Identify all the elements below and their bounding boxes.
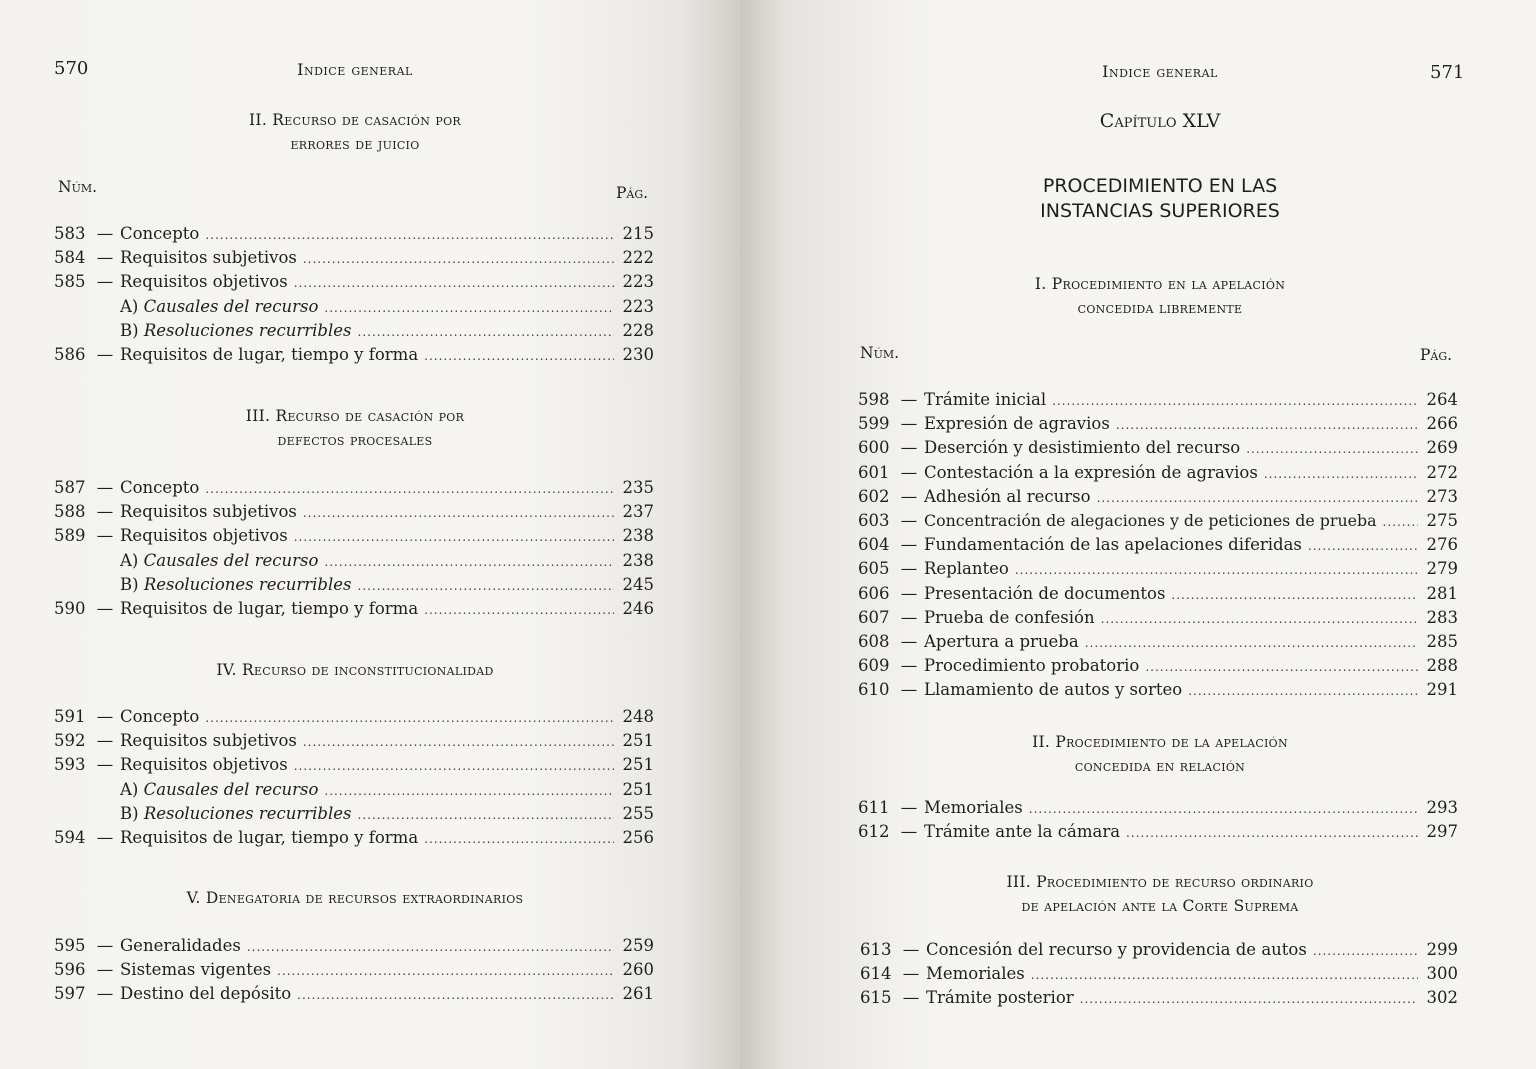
leader-dots — [294, 530, 614, 544]
leader-dots — [1080, 992, 1418, 1006]
chapter-title-line2: INSTANCIAS SUPERIORES — [1040, 200, 1280, 222]
leader-dots — [1145, 660, 1418, 674]
entry-title: Concentración de alegaciones y de peticiones de prueba — [924, 510, 1377, 530]
entry-title: Prueba de confesión — [924, 607, 1095, 627]
entry-number: 583 — [54, 224, 86, 243]
entry-page: 246 — [622, 598, 654, 618]
entry-page: 276 — [1426, 535, 1458, 555]
leader-dots — [424, 832, 614, 846]
toc-entry — [858, 632, 1458, 656]
subentry-title — [54, 804, 352, 823]
subentry-text: Resoluciones recurribles — [143, 574, 352, 594]
entry-dash: — — [900, 559, 918, 579]
entry-dash: — — [900, 390, 918, 409]
leader-dots — [1052, 394, 1418, 408]
entry-title: Concepto — [120, 478, 200, 497]
column-header-num: Núm. — [860, 344, 900, 362]
entry-dash: — — [96, 936, 114, 955]
leader-dots — [247, 940, 614, 954]
leader-dots — [303, 252, 614, 266]
toc-subentry — [54, 297, 654, 321]
toc-entry — [54, 599, 654, 623]
column-header-num: Núm. — [58, 178, 98, 196]
toc-subentry — [54, 804, 654, 828]
entry-page: 251 — [622, 755, 654, 775]
entry-number: 600 — [858, 438, 890, 458]
entry-dash: — — [902, 940, 920, 959]
toc-entry — [54, 936, 654, 960]
entry-number: 597 — [54, 984, 86, 1004]
entry-page: 283 — [1426, 607, 1458, 627]
leader-dots — [1116, 418, 1418, 432]
entry-number: 612 — [858, 822, 890, 842]
toc-list — [54, 478, 654, 623]
column-header-pag: Pág. — [616, 184, 649, 202]
entry-title: Procedimiento probatorio — [924, 656, 1140, 676]
toc-entry — [858, 438, 1458, 462]
toc-entry — [858, 511, 1458, 535]
entry-title: Requisitos objetivos — [120, 755, 288, 775]
leader-dots — [303, 735, 614, 749]
entry-page: 255 — [622, 803, 654, 823]
leader-dots — [294, 276, 614, 290]
section-title — [910, 870, 1410, 918]
entry-number: 613 — [860, 940, 892, 959]
subentry-text: Causales del recurso — [143, 296, 319, 316]
entry-title: Requisitos de lugar, tiempo y forma — [120, 598, 419, 618]
entry-page: 259 — [622, 936, 654, 955]
section-title — [940, 730, 1380, 778]
entry-dash: — — [96, 502, 114, 522]
leader-dots — [358, 808, 614, 822]
toc-list — [858, 390, 1458, 704]
chapter-label: Capítulo XLV — [1099, 110, 1221, 132]
entry-page: 215 — [622, 224, 654, 243]
leader-dots — [1031, 968, 1418, 982]
entry-page: 302 — [1426, 988, 1458, 1008]
section-title-line1: II. Recurso de casación por — [249, 111, 461, 129]
entry-dash: — — [96, 960, 114, 980]
subentry-label: B) — [120, 320, 139, 340]
entry-number: 587 — [54, 478, 86, 497]
entry-title: Presentación de documentos — [924, 583, 1166, 603]
leader-dots — [358, 579, 614, 593]
leader-dots — [1029, 802, 1418, 816]
leader-dots — [1246, 442, 1418, 456]
entry-page: 291 — [1426, 680, 1458, 700]
section-title-line2: de apelación ante la Corte Suprema — [1021, 897, 1299, 915]
entry-dash: — — [900, 822, 918, 842]
entry-page: 300 — [1426, 964, 1458, 984]
entry-page: 238 — [622, 526, 654, 546]
entry-page: 293 — [1426, 798, 1458, 817]
section-title-line2: defectos procesales — [277, 431, 433, 449]
entry-page: 281 — [1426, 583, 1458, 603]
subentry-title — [54, 551, 318, 570]
entry-page: 269 — [1426, 438, 1458, 458]
toc-entry — [54, 731, 654, 755]
entry-title: Apertura a prueba — [924, 631, 1079, 651]
chapter-title-line1: PROCEDIMIENTO EN LAS — [1042, 175, 1278, 197]
entry-dash: — — [96, 478, 114, 497]
entry-title: Requisitos de lugar, tiempo y forma — [120, 827, 419, 847]
entry-number: 610 — [858, 680, 890, 700]
running-head: Indice general — [1102, 62, 1218, 81]
toc-entry — [54, 526, 654, 550]
left-page — [0, 0, 740, 1069]
toc-entry — [54, 478, 654, 502]
entry-number: 614 — [860, 964, 892, 984]
entry-page: 297 — [1426, 822, 1458, 842]
toc-entry — [54, 345, 654, 369]
entry-title: Requisitos objetivos — [120, 272, 288, 292]
leader-dots — [1264, 467, 1418, 481]
entry-number: 584 — [54, 248, 86, 268]
entry-number: 608 — [858, 631, 890, 651]
entry-title: Trámite posterior — [926, 988, 1074, 1008]
entry-page: 223 — [622, 296, 654, 316]
entry-dash: — — [96, 248, 114, 268]
entry-dash: — — [96, 598, 114, 618]
entry-title: Llamamiento de autos y sorteo — [924, 680, 1183, 700]
entry-dash: — — [900, 607, 918, 627]
entry-number: 593 — [54, 755, 86, 775]
entry-title: Trámite ante la cámara — [924, 822, 1121, 842]
entry-title: Generalidades — [120, 936, 241, 955]
entry-title: Requisitos subjetivos — [120, 731, 297, 751]
entry-number: 592 — [54, 731, 86, 751]
entry-title: Memoriales — [924, 798, 1023, 817]
section-title-line2: concedida en relación — [1074, 757, 1246, 775]
entry-number: 596 — [54, 960, 86, 980]
leader-dots — [277, 964, 614, 978]
entry-page: 222 — [622, 248, 654, 268]
leader-dots — [1085, 636, 1418, 650]
entry-dash: — — [900, 656, 918, 676]
toc-entry — [858, 798, 1458, 822]
page-number: 571 — [1430, 62, 1465, 83]
entry-title: Destino del depósito — [120, 984, 292, 1004]
leader-dots — [324, 555, 614, 569]
entry-title: Requisitos subjetivos — [120, 248, 297, 268]
toc-subentry — [54, 551, 654, 575]
entry-title: Requisitos objetivos — [120, 526, 288, 546]
entry-number: 605 — [858, 559, 890, 579]
entry-number: 607 — [858, 607, 890, 627]
entry-page: 285 — [1426, 631, 1458, 651]
entry-page: 251 — [622, 731, 654, 751]
leader-dots — [1171, 588, 1418, 602]
chapter-title — [910, 174, 1410, 224]
entry-page: 299 — [1426, 940, 1458, 959]
entry-page: 248 — [622, 707, 654, 726]
leader-dots — [324, 784, 614, 798]
toc-entry — [54, 248, 654, 272]
leader-dots — [1313, 944, 1418, 958]
section-title-line1: III. Procedimiento de recurso ordinario — [1006, 873, 1314, 891]
entry-dash: — — [900, 462, 918, 482]
entry-title: Contestación a la expresión de agravios — [924, 462, 1258, 482]
entry-title: Expresión de agravios — [924, 414, 1110, 434]
toc-entry — [858, 414, 1458, 438]
entry-number: 595 — [54, 936, 86, 955]
toc-entry — [860, 940, 1458, 964]
toc-entry — [858, 559, 1458, 583]
toc-list — [858, 798, 1458, 846]
toc-entry — [54, 960, 654, 984]
entry-dash: — — [900, 438, 918, 458]
toc-entry — [54, 828, 654, 852]
entry-dash: — — [900, 510, 918, 530]
entry-title: Concepto — [120, 707, 200, 726]
entry-page: 223 — [622, 272, 654, 292]
subentry-label: B) — [120, 803, 139, 823]
column-header-pag: Pág. — [1420, 346, 1453, 364]
toc-entry — [858, 535, 1458, 559]
entry-title: Requisitos subjetivos — [120, 502, 297, 522]
entry-page: 251 — [622, 779, 654, 799]
entry-title: Requisitos de lugar, tiempo y forma — [120, 344, 419, 364]
leader-dots — [205, 711, 614, 725]
leader-dots — [303, 506, 614, 520]
entry-dash: — — [900, 798, 918, 817]
toc-list — [54, 707, 654, 852]
toc-list — [54, 936, 654, 1009]
leader-dots — [297, 988, 614, 1002]
entry-title: Sistemas vigentes — [120, 960, 272, 980]
entry-number: 606 — [858, 583, 890, 603]
entry-number: 598 — [858, 390, 890, 409]
toc-entry — [54, 755, 654, 779]
toc-entry — [858, 656, 1458, 680]
subentry-label: B) — [120, 574, 139, 594]
toc-entry — [54, 272, 654, 296]
toc-entry — [860, 988, 1458, 1012]
entry-number: 603 — [858, 510, 890, 530]
toc-list — [860, 940, 1458, 1013]
entry-dash: — — [902, 988, 920, 1008]
leader-dots — [205, 482, 614, 496]
entry-page: 264 — [1426, 390, 1458, 409]
entry-dash: — — [900, 535, 918, 555]
entry-page: 261 — [622, 984, 654, 1004]
subentry-title — [54, 297, 318, 316]
leader-dots — [324, 301, 614, 315]
entry-page: 279 — [1426, 559, 1458, 579]
entry-number: 609 — [858, 656, 890, 676]
entry-dash: — — [96, 755, 114, 775]
entry-title: Adhesión al recurso — [924, 486, 1091, 506]
entry-title: Trámite inicial — [924, 390, 1047, 409]
entry-dash: — — [900, 680, 918, 700]
subentry-text: Resoluciones recurribles — [143, 320, 352, 340]
toc-entry — [860, 964, 1458, 988]
leader-dots — [1308, 539, 1418, 553]
section-title-line1: I. Procedimiento en la apelación — [1034, 275, 1286, 293]
toc-entry — [858, 608, 1458, 632]
page-number: 570 — [54, 58, 89, 79]
section-title-line1: IV. Recurso de inconstitucionalidad — [216, 661, 494, 679]
entry-page: 237 — [622, 502, 654, 522]
subentry-label: A) — [120, 779, 139, 799]
entry-page: 245 — [622, 574, 654, 594]
entry-page: 288 — [1426, 656, 1458, 676]
toc-list — [54, 224, 654, 369]
leader-dots — [1097, 491, 1418, 505]
subentry-label: A) — [120, 296, 139, 316]
entry-dash: — — [96, 272, 114, 292]
leader-dots — [424, 603, 614, 617]
right-page — [740, 0, 1536, 1069]
leader-dots — [424, 349, 614, 363]
leader-dots — [205, 228, 614, 242]
toc-entry — [858, 680, 1458, 704]
entry-number: 585 — [54, 272, 86, 292]
toc-entry — [858, 390, 1458, 414]
entry-page: 275 — [1426, 510, 1458, 530]
leader-dots — [1015, 563, 1418, 577]
leader-dots — [294, 759, 614, 773]
section-title — [150, 108, 560, 156]
toc-subentry — [54, 780, 654, 804]
entry-title: Memoriales — [926, 964, 1025, 984]
entry-page: 256 — [622, 827, 654, 847]
entry-number: 586 — [54, 344, 86, 364]
entry-number: 611 — [858, 798, 890, 817]
entry-page: 230 — [622, 344, 654, 364]
section-title — [120, 658, 590, 682]
entry-page: 235 — [622, 478, 654, 497]
entry-dash: — — [96, 731, 114, 751]
toc-entry — [54, 984, 654, 1008]
leader-dots — [358, 325, 614, 339]
entry-dash: — — [96, 707, 114, 726]
toc-subentry — [54, 321, 654, 345]
entry-page: 260 — [622, 960, 654, 980]
leader-dots — [1188, 684, 1418, 698]
entry-dash: — — [902, 964, 920, 984]
entry-page: 266 — [1426, 414, 1458, 434]
running-head: Indice general — [297, 60, 413, 79]
entry-dash: — — [96, 526, 114, 546]
entry-page: 238 — [622, 550, 654, 570]
toc-entry — [54, 707, 654, 731]
section-title-line1: III. Recurso de casación por — [245, 407, 465, 425]
subentry-title — [54, 321, 352, 340]
entry-title: Fundamentación de las apelaciones diferidas — [924, 535, 1302, 555]
section-title-line2: errores de juicio — [290, 135, 420, 153]
toc-entry — [858, 487, 1458, 511]
entry-dash: — — [96, 224, 114, 243]
entry-title: Concepto — [120, 224, 200, 243]
entry-number: 604 — [858, 535, 890, 555]
subentry-title — [54, 575, 352, 594]
entry-page: 272 — [1426, 462, 1458, 482]
subentry-text: Resoluciones recurribles — [143, 803, 352, 823]
entry-title: Deserción y desistimiento del recurso — [924, 438, 1241, 458]
entry-number: 601 — [858, 462, 890, 482]
section-title — [90, 886, 620, 910]
entry-dash: — — [900, 414, 918, 434]
entry-dash: — — [900, 486, 918, 506]
leader-dots — [1383, 515, 1418, 529]
subentry-text: Causales del recurso — [143, 779, 319, 799]
entry-dash: — — [96, 827, 114, 847]
entry-number: 599 — [858, 414, 890, 434]
entry-page: 228 — [622, 320, 654, 340]
leader-dots — [1126, 826, 1418, 840]
entry-number: 591 — [54, 707, 86, 726]
section-title-line1: V. Denegatoria de recursos extraordinarios — [186, 889, 524, 907]
section-title — [940, 272, 1380, 320]
toc-subentry — [54, 575, 654, 599]
leader-dots — [1101, 612, 1418, 626]
entry-page: 273 — [1426, 486, 1458, 506]
toc-entry — [858, 822, 1458, 846]
section-title-line1: II. Procedimiento de la apelación — [1032, 733, 1288, 751]
entry-dash: — — [900, 583, 918, 603]
entry-number: 602 — [858, 486, 890, 506]
entry-dash: — — [900, 631, 918, 651]
entry-dash: — — [96, 984, 114, 1004]
entry-number: 594 — [54, 827, 86, 847]
toc-entry — [54, 502, 654, 526]
entry-number: 588 — [54, 502, 86, 522]
entry-number: 590 — [54, 598, 86, 618]
subentry-title — [54, 780, 318, 799]
toc-entry — [858, 463, 1458, 487]
entry-number: 615 — [860, 988, 892, 1008]
subentry-label: A) — [120, 550, 139, 570]
toc-entry — [54, 224, 654, 248]
entry-dash: — — [96, 344, 114, 364]
subentry-text: Causales del recurso — [143, 550, 319, 570]
section-title — [150, 404, 560, 452]
section-title-line2: concedida libremente — [1077, 299, 1243, 317]
toc-entry — [858, 584, 1458, 608]
entry-title: Replanteo — [924, 559, 1009, 579]
entry-number: 589 — [54, 526, 86, 546]
entry-title: Concesión del recurso y providencia de autos — [926, 940, 1307, 959]
